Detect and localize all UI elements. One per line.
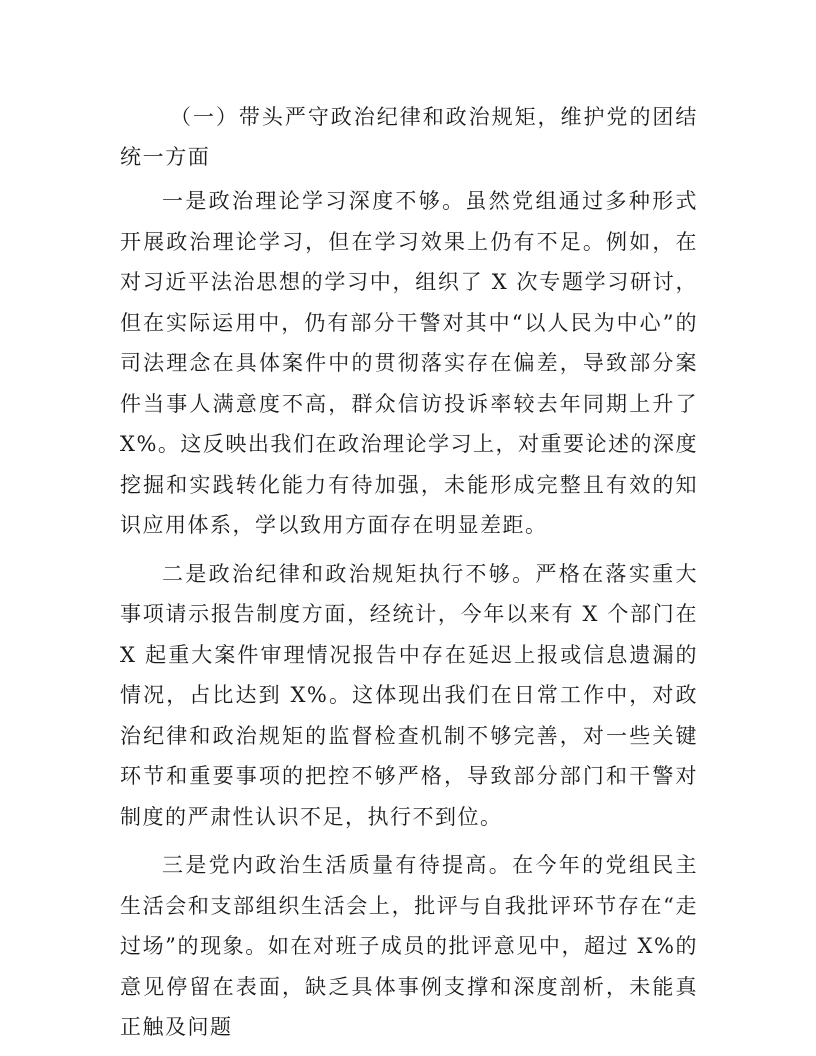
paragraph-3: 三是党内政治生活质量有待提高。在今年的党组民主生活会和支部组织生活会上，批评与自我批评环节存在“走过场”的现象。如在对班子成员的批评意见中，超过 X%的意见停留在表面，缺乏具体事例支撑和深度剖析，未能真正触及问题	[120, 853, 698, 1039]
paragraph-1: 一是政治理论学习深度不够。虽然党组通过多种形式开展政治理论学习，但在学习效果上仍有不足。例如，在对习近平法治思想的学习中，组织了 X 次专题学习研讨，但在实际运用中，仍有部分干警对其中“以人民为中心”的司法理念在具体案件中的贯彻落实存在偏差，导致部分案件当事人满意度不高，群众信访投诉率较去年同期上升了 X%。这反映出我们在政治理论学习上，对重要论述的深度挖掘和实践转化能力有待加强，未能形成完整且有效的知识应用体系，学以致用方面存在明显差距。	[120, 189, 698, 537]
paragraph-2: 二是政治纪律和政治规矩执行不够。严格在落实重大事项请示报告制度方面，经统计，今年以来有 X 个部门在 X 起重大案件审理情况报告中存在延迟上报或信息遗漏的情况，占比达到 X%。这体现出我们在日常工作中，对政治纪律和政治规矩的监督检查机制不够完善，对一些关键环节和重要事项的把控不够严格，导致部分部门和干警对制度的严肃性认识不足，执行不到位。	[120, 561, 698, 829]
document-body	[120, 97, 698, 1056]
section-heading: （一）带头严守政治纪律和政治规矩，维护党的团结统一方面	[120, 105, 698, 169]
